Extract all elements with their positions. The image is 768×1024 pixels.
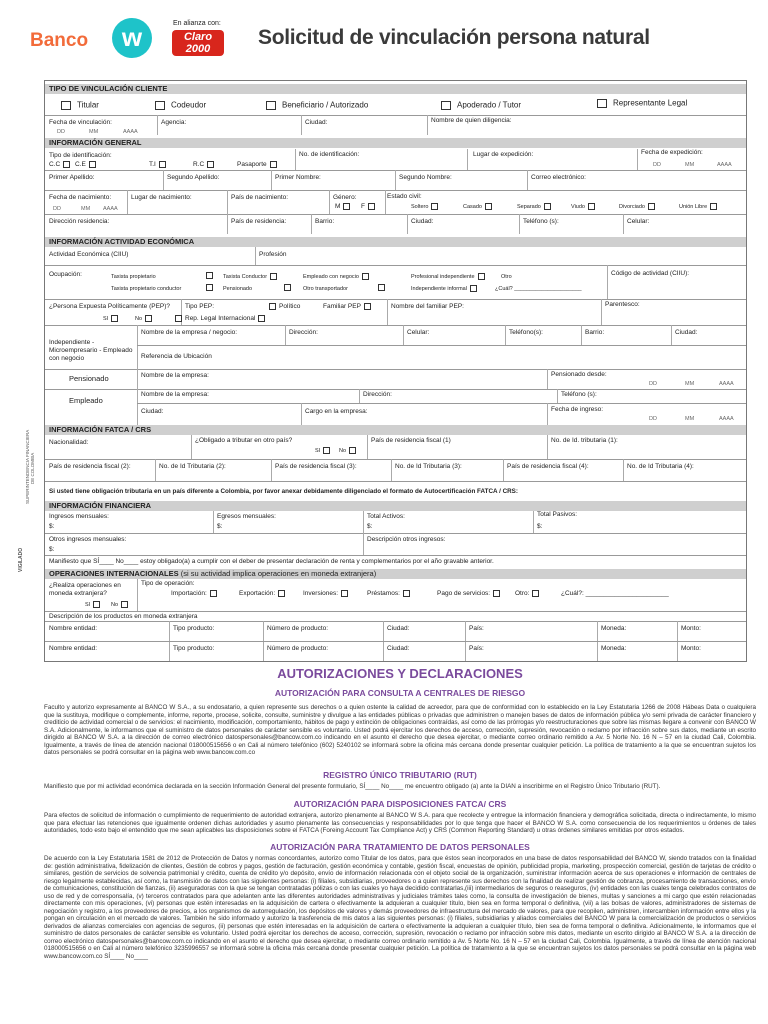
fecha-expedicion-label: Fecha de expedición:	[641, 149, 703, 156]
option-obligado-si[interactable]	[315, 447, 330, 455]
option-ti[interactable]	[149, 161, 166, 169]
cual-label: ¿Cuál?	[495, 286, 513, 292]
date-mm: MM	[685, 162, 695, 168]
option-codeudor[interactable]	[155, 101, 206, 110]
option-ce[interactable]	[75, 161, 96, 169]
option-prestamos[interactable]	[367, 590, 410, 598]
option-pep-no[interactable]	[135, 315, 152, 323]
codigo-actividad-field[interactable]: Código de actividad (CIIU):	[611, 270, 690, 277]
option-cc[interactable]	[49, 161, 70, 169]
page-title: Solicitud de vinculación persona natural	[258, 26, 650, 49]
section-tipo-vinculacion: TIPO DE VINCULACIÓN CLIENTE	[45, 84, 746, 94]
cual-field[interactable]: ¿Cuál?: _______________________	[561, 590, 669, 597]
option-apoderado[interactable]	[441, 101, 521, 110]
option-op-si[interactable]	[85, 601, 100, 609]
option-familiar-pep[interactable]	[323, 303, 371, 311]
ti-label: T.I	[149, 161, 156, 169]
nombre-familiar-pep-field[interactable]: Nombre del familiar PEP:	[391, 303, 464, 310]
checkbox[interactable]	[278, 590, 285, 597]
total-pasivos-label: Total Pasivos:	[537, 511, 578, 518]
option-viudo[interactable]	[571, 203, 595, 211]
option-pasaporte[interactable]	[237, 161, 277, 169]
date-aaaa: AAAA	[719, 416, 734, 422]
pais-field[interactable]: País:	[469, 625, 484, 632]
estado-civil-label: Estado civil:	[387, 193, 422, 200]
otro-transp-label: Otro transportador	[303, 286, 348, 292]
alliance-label: En alianza con:	[173, 20, 221, 27]
checkbox[interactable]	[364, 303, 371, 310]
numero-producto-field[interactable]: Número de producto:	[267, 625, 329, 632]
section-informacion-general: INFORMACIÓN GENERAL	[45, 138, 746, 148]
rut-title: REGISTRO ÚNICO TRIBUTARIO (RUT)	[323, 770, 477, 780]
bank-logo-icon: w	[112, 18, 152, 58]
tipo-producto-field[interactable]: Tipo producto:	[173, 625, 215, 632]
no-id-tributaria-4-field[interactable]: No. de Id Tributaria (4):	[627, 463, 694, 470]
opt-indep-informal[interactable]	[411, 285, 477, 293]
ciudad-field[interactable]: Ciudad:	[305, 119, 328, 126]
date-aaaa: AAAA	[717, 162, 732, 168]
cual-label: ¿Cuál?:	[561, 590, 584, 597]
monto-field[interactable]: Monto:	[681, 625, 701, 632]
option-pep-si[interactable]	[103, 315, 118, 323]
egresos-amount[interactable]: $:	[217, 523, 223, 530]
checkbox[interactable]	[588, 203, 595, 210]
checkbox[interactable]	[485, 203, 492, 210]
pais-residencia-fiscal-4-field[interactable]: País de residencia fiscal (4):	[507, 463, 589, 470]
separado-label: Separado	[517, 204, 541, 210]
segundo-nombre-field[interactable]: Segundo Nombre:	[399, 174, 452, 181]
total-activos-label: Total Activos:	[367, 513, 405, 520]
checkbox[interactable]	[210, 590, 217, 597]
option-f[interactable]	[361, 203, 375, 211]
si-label: SI	[103, 316, 109, 322]
checkbox[interactable]	[375, 284, 385, 292]
fecha-vinculacion-label: Fecha de vinculación:	[49, 119, 112, 126]
authorizations-title: AUTORIZACIONES Y DECLARACIONES	[277, 666, 523, 681]
divorciado-label: Divorciado	[619, 204, 645, 210]
numero-producto-field[interactable]: Número de producto:	[267, 645, 329, 652]
opt-otro[interactable]	[501, 273, 512, 281]
option-rep-legal[interactable]	[175, 315, 265, 323]
no-label: No	[135, 316, 143, 322]
moneda-field[interactable]: Moneda:	[601, 625, 627, 632]
ocupacion-label: Ocupación:	[49, 271, 82, 278]
nombre-empresa-field[interactable]: Nombre de la empresa:	[141, 372, 209, 379]
si-label: SI	[85, 602, 91, 608]
vigilado-entity-1: SUPERINTENDENCIA FINANCIERA	[25, 429, 30, 504]
ciudad-field[interactable]: Ciudad:	[387, 645, 410, 652]
si-label: SI	[315, 448, 321, 454]
option-pago-servicios[interactable]	[437, 590, 500, 598]
nombre-empresa-field[interactable]: Nombre de la empresa:	[141, 391, 209, 398]
checkbox[interactable]	[203, 284, 213, 292]
section-title: OPERACIONES INTERNACIONALES	[49, 569, 179, 578]
checkbox[interactable]	[362, 273, 369, 280]
partner-logo	[172, 30, 224, 56]
option-label: Representante Legal	[613, 98, 688, 108]
bank-logo-text: Banco	[30, 30, 89, 51]
checkbox[interactable]	[145, 315, 152, 322]
checkbox[interactable]	[63, 161, 70, 168]
nombre-entidad-field[interactable]: Nombre entidad:	[49, 645, 98, 652]
ciudad-field[interactable]: Ciudad:	[141, 408, 164, 415]
pep-label: ¿Persona Expuesta Políticamente (PEP)?	[49, 303, 171, 310]
date-aaaa: AAAA	[123, 129, 138, 135]
telefonos-field[interactable]: Teléfono(s):	[509, 329, 543, 336]
pais-nacimiento-field[interactable]: País de nacimiento:	[231, 194, 289, 201]
segundo-apellido-field[interactable]: Segundo Apellido:	[167, 174, 220, 181]
rut-text: Manifiesto que por mi actividad económica declarada en la sección Información General del presente formulario, SÍ____ No____ me encuentro obligado (a) ante la DIAN a inscribirme en el Registro Único Tributario (RUT).	[44, 783, 661, 790]
opt-taxista-prop[interactable]	[111, 273, 156, 281]
celular-field[interactable]: Celular:	[407, 329, 430, 336]
option-importacion[interactable]	[171, 590, 217, 598]
checkbox[interactable]	[89, 161, 96, 168]
descripcion-otros-ingresos-field[interactable]: Descripción otros ingresos:	[367, 536, 446, 543]
parentesco-field[interactable]: Parentesco:	[605, 301, 640, 308]
option-op-no[interactable]	[111, 601, 128, 609]
checkbox[interactable]	[544, 203, 551, 210]
date-mm: MM	[685, 381, 695, 387]
option-exportacion[interactable]	[239, 590, 285, 598]
checkbox[interactable]	[93, 601, 100, 608]
checkbox[interactable]	[258, 315, 265, 322]
option-label: Apoderado / Tutor	[457, 100, 522, 110]
rc-label: R.C	[193, 161, 205, 169]
option-politico[interactable]	[269, 303, 300, 311]
taxista-cond-label: Taxista Conductor	[223, 274, 268, 280]
opt-pensionado[interactable]	[223, 285, 252, 293]
date-mm: MM	[89, 129, 99, 135]
direccion-residencia-field[interactable]: Dirección residencia:	[49, 218, 110, 225]
importacion-label: Importación:	[171, 590, 207, 598]
opt-otro-transp[interactable]	[303, 285, 348, 293]
ce-label: C.E	[75, 161, 86, 169]
date-dd: DD	[649, 381, 657, 387]
taxista-prop-label: Taxista propietario	[111, 274, 156, 280]
tipo-operacion-label: Tipo de operación:	[141, 580, 195, 587]
union-libre-label: Unión Libre	[679, 204, 708, 210]
barrio-field[interactable]: Barrio:	[315, 218, 335, 225]
pais-residencia-field[interactable]: País de residencia:	[231, 218, 287, 225]
auth-centrales-riesgo-title: AUTORIZACIÓN PARA CONSULTA A CENTRALES DE RIESGO	[274, 688, 526, 698]
option-label: Titular	[77, 100, 99, 110]
partner-logo-text-a: Claro	[183, 31, 213, 43]
m-label: M	[335, 203, 341, 211]
date-dd: DD	[57, 129, 65, 135]
otro-label: Otro	[501, 274, 512, 280]
checkbox[interactable]	[206, 284, 213, 291]
checkbox[interactable]	[368, 203, 375, 210]
pais-residencia-fiscal-2-field[interactable]: País de residencia fiscal (2):	[49, 463, 131, 470]
moneda-field[interactable]: Moneda:	[601, 645, 627, 652]
actividad-ciiu-field[interactable]: Actividad Económica (CIIU)	[49, 251, 129, 258]
section-fatca-crs: INFORMACIÓN FATCA / CRS	[45, 425, 746, 435]
option-rc[interactable]	[193, 161, 214, 169]
indep-informal-label: Independiente informal	[411, 286, 467, 292]
checkbox[interactable]	[284, 284, 291, 291]
checkbox[interactable]	[61, 101, 71, 110]
auth-datos-personales-title: AUTORIZACIÓN PARA TRATAMIENTO DE DATOS PERSONALES	[270, 842, 530, 852]
egresos-mensuales-label: Egresos mensuales:	[217, 513, 276, 520]
date-aaaa: AAAA	[103, 206, 118, 212]
tipo-id-label: Tipo de identificación:	[49, 152, 112, 159]
checkbox[interactable]	[159, 161, 166, 168]
partner-logo-text-b: 2000	[185, 43, 211, 55]
tipo-pep-label: Tipo PEP:	[185, 303, 215, 310]
vigilado-stamp	[18, 429, 35, 574]
auth-centrales-riesgo-text: Faculto y autorizo expresamente al BANCO W S.A., a su endosatario, a quien represente sus derechos o a quien ostente la calidad de acreedor, para que de conformidad con lo establecido en la Ley Estatutaria 1266 de 2008 Hábeas Data o cualquiera que la sustituya, modifique o complemente, informe, reporte, procese, solicite, consulte, suministre y divulgue a las entidades públicas o privadas que administren o manejen bases de datos de información pública y/o semi privada de carácter financiero y crediticio de actividad comercial o de servicios: el nacimiento, modificación, comportamiento, hábitos de pago y extinción de obligaciones contraídas, así como de las prórrogas y/o reestructuraciones que sobre las mismas llegare a convenir con BANCO W S.A. Adicionalmente, le informamos que el suministro de datos personales de carácter sensible es voluntario. Usted podrá ejercitar los derechos de acceso, corrección, supresión, revocación o reclamo por infracción sobre sus datos, mediante un escrito dirigido al BANCO W S.A. a la dirección de correo electrónico datospersonales@bancow.com.co indicando en el asunto el derecho que desea ejercitar, o mediante correo ordinario remitido a Av. 5 Norte No. 16 N – 57 en la ciudad Cali, Colombia. Igualmente, a través de línea de atención nacional 018000515656 o en Cali al número telefónico (602) 5240102 se informará sobre la oficina más cercana donde presentar cualquier petición. La política de tratamiento a la que se encuentran sujetos los datos personales se podrá consultar en la página web www.bancow.com.co	[44, 704, 756, 756]
descripcion-productos-label: Descripción de los productos en moneda extranjera	[49, 613, 198, 620]
option-obligado-no[interactable]	[339, 447, 356, 455]
direccion-field[interactable]: Dirección:	[363, 391, 392, 398]
primer-apellido-field[interactable]: Primer Apellido:	[49, 174, 95, 181]
checkbox[interactable]	[207, 161, 214, 168]
auth-datos-personales-text: De acuerdo con la Ley Estatutaria 1581 de 2012 de Protección de Datos y normas concordantes, autorizo como Titular de los datos, para que éstos sean incorporados en una base de datos responsabilidad del BANCO W, siendo tratados con la finalidad de: gestión administrativa, fidelización de clientes, Gestión de cobros y pagos, gestión de facturación, gestión económica y contable, gestión fiscal, encuestas de opinión, publicidad propia, marketing, prospección comercial, gestión de tarjetas de crédito o similares, gestión de servicios de solvencia patrimonial y crédito, cuenta de crédito y/o depósito, envío de información relacionada con el objeto social de la organización, suministrar información acerca de sus operaciones e información de centrales de riesgo legalmente establecidas, así como, la transmisión de datos con las siguientes personas: (i) filiales, subsidiarias, proveedores o a quien represente sus derechos con la finalidad de realizar gestión de cobranza, procesamiento de transacciones, envío de comunicaciones, constitución de fianzas, (ii) aseguradoras con la que se tengan contratadas pólizas o con las cuales yo haya decidido contratarlas,(iii) intermediarios de seguros o reaseguros, (iv) entidades con las cuales tenga celebrados contratos de uso de red y de corresponsalía, (v) terceros contratados para que adelanten ante las diferentes autoridades administrativas y judiciales trámites tales como, la consulta de investigación de bienes, multas y sanciones a mi cargo que estén relacionadas directamente con mis operaciones, (vi) personas que estén interesadas en la adquisición de cartera o efectivamente la adquieran a cualquier título, bien sea en forma temporal o definitiva, (vii) a las bolsas de valores, administradores de sistemas de negociación y registro, a los proveedores de precios, a los organismos de autorregulación, los depósitos de valores y demás proveedores de infraestructura del mercado de valores, para que recopilen, administren, intercambien información entre ellos y la pongan en circulación en el mercado de valores. También he sido informado y autorizo la trasferencia de mis datos a las siguientes personas: (i) filiales, subsidiarias y aliados comerciales del BANCO W para la comercialización de productos o servicios derivados de alianzas comerciales con agencias de seguros, (ii) personas que estén interesadas en la adquisición de cartera o efectivamente la adquieran a cualquier título, bien sea de forma temporal o definitiva. Adicionalmente, le informamos que el suministro de datos personales de carácter sensible es voluntario. Usted podrá ejercitar los derechos de acceso, corrección, supresión, revocación o reclamo por infracción sobre mis datos, mediante un escrito dirigido al BANCO W S.A. a la dirección de correo electrónico datospersonales@bancow.com.co indicando en el asunto el derecho que desea ejercitar, o mediante correo ordinario remitido a Av. 5 Norte No. 16 N – 57 en la ciudad Cali, Colombia. Igualmente, a través de línea de atención nacional 018000515656 o en Cali al número telefónico 3235996557 se informará sobre la oficina más cercana donde presentar cualquier petición. La política de tratamiento a la que se encuentran sujetos los datos personales se podrá consultar en la página web www.bancow.com.co SÍ____ No____	[44, 855, 756, 960]
genero-label: Género:	[333, 194, 357, 201]
fecha-ingreso-label: Fecha de ingreso:	[551, 406, 604, 413]
option-label: Beneficiario / Autorizado	[282, 100, 369, 110]
option-label: Codeudor	[171, 100, 207, 110]
nombre-entidad-field[interactable]: Nombre entidad:	[49, 625, 98, 632]
auth-fatca-text: Para efectos de solicitud de información o cumplimiento de requerimiento de autoridad extranjera, autorizo plenamente al BANCO W S.A. para que recolecte y entregue la información financiera y demográfica solicitada, directa o indirectamente, lo mismo que para efectuar las retenciones que igualmente ordenen dichas autoridades y asumo plenamente las consecuencias y responsabilidades por lo que tenga que hacer el BANCO W S.A. como consecuencia de los requerimientos u órdenes de tales autoridades, todo esto bajo el entendido que me sean aplicables las disposiciones sobre el FATCA (Foreing Account Tax Compliance Act) y CRS (Common Reporting Standard) u otras órdenes similares emitidas por otros estados.	[44, 812, 756, 834]
checkbox[interactable]	[206, 272, 213, 279]
application-form	[44, 80, 747, 662]
otro-label: Otro:	[515, 590, 530, 598]
checkbox[interactable]	[349, 447, 356, 454]
opt-prof-indep[interactable]	[411, 273, 485, 281]
tipo-producto-field[interactable]: Tipo producto:	[173, 645, 215, 652]
date-mm: MM	[81, 206, 91, 212]
checkbox[interactable]	[441, 101, 451, 110]
barrio-field[interactable]: Barrio:	[585, 329, 605, 336]
fatca-note: Si usted tiene obligación tributaria en un país diferente a Colombia, por favor anexar debidamente diligenciado el formato de Autocertificación FATCA / CRS:	[49, 488, 518, 495]
date-dd: DD	[653, 162, 661, 168]
option-inversiones[interactable]	[303, 590, 348, 598]
checkbox[interactable]	[478, 273, 485, 280]
date-mm: MM	[685, 416, 695, 422]
opt-empleado-negocio[interactable]	[303, 273, 369, 281]
direccion-field[interactable]: Dirección:	[289, 329, 318, 336]
no-id-tributaria-2-field[interactable]: No. de Id Tributaria (2):	[159, 463, 226, 470]
section-operaciones-internacionales	[45, 569, 746, 579]
option-representante[interactable]	[597, 99, 687, 108]
prestamos-label: Préstamos:	[367, 590, 400, 598]
manifiesto-renta: Manifiesto que SÍ____ No____ estoy obligado(a) a cumplir con el deber de presentar declaración de renta y complementarios por el año gravable anterior.	[49, 558, 494, 565]
familiar-pep-label: Familiar PEP	[323, 303, 361, 311]
option-casado[interactable]	[463, 203, 492, 211]
pasaporte-label: Pasaporte	[237, 161, 267, 169]
otros-ingresos-amount[interactable]: $:	[49, 546, 55, 553]
checkbox[interactable]	[323, 447, 330, 454]
no-label: No	[111, 602, 119, 608]
empleado-label: Empleado	[69, 396, 103, 405]
checkbox[interactable]	[111, 315, 118, 322]
ciudad-field[interactable]: Ciudad:	[675, 329, 698, 336]
checkbox[interactable]	[532, 590, 539, 597]
prof-indep-label: Profesional independiente	[411, 274, 475, 280]
option-separado[interactable]	[517, 203, 551, 211]
ciudad-field[interactable]: Ciudad:	[387, 625, 410, 632]
ciudad-field[interactable]: Ciudad:	[411, 218, 434, 225]
pensionado-label: Pensionado	[223, 286, 253, 292]
activos-amount[interactable]: $:	[367, 523, 373, 530]
opt-taxista-cond[interactable]	[223, 273, 277, 281]
pensionado-desde-label: Pensionado desde:	[551, 371, 607, 378]
lugar-expedicion-field[interactable]: Lugar de expedición:	[473, 151, 534, 158]
pago-servicios-label: Pago de servicios:	[437, 590, 491, 598]
otros-ingresos-label: Otros ingresos mensuales:	[49, 536, 127, 543]
checkbox[interactable]	[403, 590, 410, 597]
realiza-operaciones-label: ¿Realiza operaciones en moneda extranjera?	[49, 582, 121, 597]
telefono-s-field[interactable]: Teléfono (s):	[561, 391, 597, 398]
no-label: No	[339, 448, 347, 454]
cargo-field[interactable]: Cargo en la empresa:	[305, 408, 368, 415]
f-label: F	[361, 203, 365, 211]
pais-field[interactable]: País:	[469, 645, 484, 652]
pais-residencia-fiscal-1-field[interactable]: País de residencia fiscal (1)	[371, 437, 451, 444]
politico-label: Político	[279, 303, 301, 311]
nombre-diligencia-field[interactable]: Nombre de quien diligencia:	[431, 117, 512, 124]
pais-residencia-fiscal-3-field[interactable]: País de residencia fiscal (3):	[275, 463, 357, 470]
viudo-label: Viudo	[571, 204, 585, 210]
checkbox[interactable]	[470, 285, 477, 292]
pasivos-amount[interactable]: $:	[537, 523, 543, 530]
fecha-nacimiento-label: Fecha de nacimiento:	[49, 194, 112, 201]
no-id-field[interactable]: No. de identificación:	[299, 151, 360, 158]
no-id-tributaria-1-field[interactable]: No. de Id. tributaria (1):	[551, 437, 618, 444]
agencia-field[interactable]: Agencia:	[161, 119, 187, 126]
date-aaaa: AAAA	[719, 381, 734, 387]
option-union-libre[interactable]	[679, 203, 717, 211]
rep-legal-label: Rep. Legal Internacional	[185, 315, 256, 323]
checkbox[interactable]	[493, 590, 500, 597]
soltero-label: Soltero	[411, 204, 429, 210]
option-beneficiario[interactable]	[266, 101, 368, 110]
date-dd: DD	[649, 416, 657, 422]
checkbox[interactable]	[121, 601, 128, 608]
monto-field[interactable]: Monto:	[681, 645, 701, 652]
opt-taxista-prop-cond[interactable]	[111, 285, 181, 293]
casado-label: Casado	[463, 204, 482, 210]
obligado-tributar-label: ¿Obligado a tributar en otro país?	[195, 437, 293, 444]
option-otro[interactable]	[515, 590, 539, 598]
profesion-field[interactable]: Profesión	[259, 251, 287, 258]
empleado-negocio-label: Empleado con negocio	[303, 274, 359, 280]
nombre-empresa-negocio-field[interactable]: Nombre de la empresa / negocio:	[141, 329, 238, 336]
celular-field[interactable]: Celular:	[627, 218, 650, 225]
taxista-prop-cond-label: Taxista propietario conductor	[111, 286, 182, 292]
checkbox[interactable]	[281, 284, 291, 292]
referencia-ubicacion-field[interactable]: Referencia de Ubicación	[141, 353, 212, 360]
correo-field[interactable]: Correo electrónico:	[531, 174, 586, 181]
section-actividad-economica: INFORMACIÓN ACTIVIDAD ECONÓMICA	[45, 237, 746, 247]
checkbox[interactable]	[648, 203, 655, 210]
inversiones-label: Inversiones:	[303, 590, 339, 598]
option-titular[interactable]	[61, 101, 99, 110]
page-header	[0, 0, 768, 74]
checkbox[interactable]	[203, 272, 213, 280]
section-note: (si su actividad implica operaciones en moneda extranjera)	[180, 569, 377, 578]
lugar-nacimiento-field[interactable]: Lugar de nacimiento:	[131, 194, 192, 201]
checkbox[interactable]	[266, 101, 276, 110]
checkbox[interactable]	[341, 590, 348, 597]
no-id-tributaria-3-field[interactable]: No. de Id Tributaria (3):	[395, 463, 462, 470]
vigilado-text: VIGILADO	[18, 547, 24, 572]
telefono-field[interactable]: Teléfono (s):	[523, 218, 559, 225]
vigilado-entity-2: DE COLOMBIA	[30, 452, 35, 484]
checkbox[interactable]	[270, 273, 277, 280]
exportacion-label: Exportación:	[239, 590, 276, 598]
date-dd: DD	[53, 206, 61, 212]
option-divorciado[interactable]	[619, 203, 655, 211]
checkbox[interactable]	[175, 315, 182, 322]
checkbox[interactable]	[155, 101, 165, 110]
checkbox[interactable]	[343, 203, 350, 210]
checkbox[interactable]	[269, 303, 276, 310]
cc-label: C.C	[49, 161, 61, 169]
auth-fatca-title: AUTORIZACIÓN PARA DISPOSICIONES FATCA/ CRS	[293, 799, 507, 809]
option-m[interactable]	[335, 203, 350, 211]
checkbox[interactable]	[710, 203, 717, 210]
independiente-label: Independiente - Microempresario - Empleado con negocio	[49, 339, 133, 362]
checkbox[interactable]	[597, 99, 607, 108]
checkbox[interactable]	[270, 161, 277, 168]
ingresos-amount[interactable]: $:	[49, 523, 55, 530]
ingresos-mensuales-label: Ingresos mensuales:	[49, 513, 109, 520]
nacionalidad-field[interactable]: Nacionalidad:	[49, 439, 89, 446]
checkbox[interactable]	[431, 203, 438, 210]
cual-field[interactable]: ¿Cuál? ______________________	[495, 286, 582, 292]
section-informacion-financiera: INFORMACIÓN FINANCIERA	[45, 501, 746, 511]
checkbox[interactable]	[378, 284, 385, 291]
primer-nombre-field[interactable]: Primer Nombre:	[275, 174, 321, 181]
option-soltero[interactable]	[411, 203, 438, 211]
pensionado-label: Pensionado	[69, 374, 109, 383]
